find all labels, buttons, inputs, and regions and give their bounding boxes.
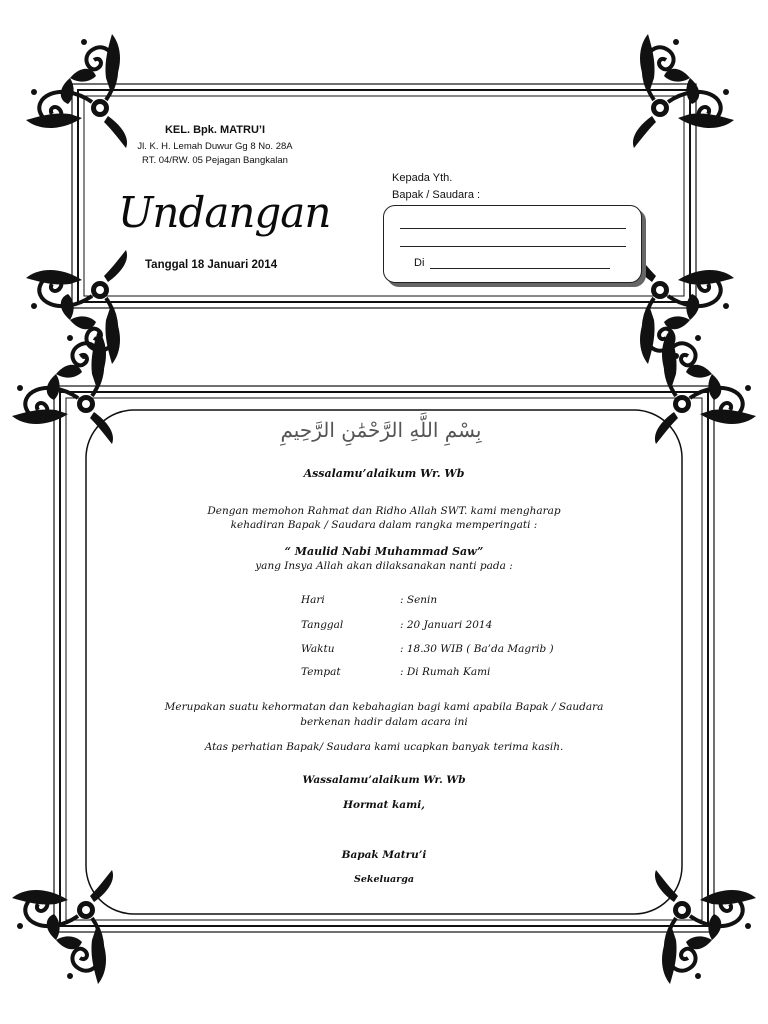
basmala-calligraphy: بِسْمِ اللَّهِ الرَّحْمَٰنِ الرَّحِيمِ	[280, 418, 482, 442]
detail-value-tanggal: : 20 Januari 2014	[400, 619, 493, 631]
address-line-1	[400, 228, 626, 229]
di-label: Di	[414, 257, 425, 269]
greeting: Assalamu’alaikum Wr. Wb	[303, 467, 465, 480]
recipient-address-box	[383, 205, 642, 283]
event-name: “ Maulid Nabi Muhammad Saw”	[284, 545, 484, 558]
closing-greeting: Wassalamu’alaikum Wr. Wb	[302, 774, 466, 786]
recipient-line2: Bapak / Saudara :	[392, 189, 481, 201]
sender-address-line2: RT. 04/RW. 05 Pejagan Bangkalan	[142, 155, 288, 166]
recipient-line1: Kepada Yth.	[392, 172, 453, 184]
body-line2: berkenan hadir dalam acara ini	[300, 716, 468, 728]
sender-name: KEL. Bpk. MATRU’I	[164, 124, 265, 136]
respect-line: Hormat kami,	[343, 799, 425, 811]
address-line-2	[400, 246, 626, 247]
detail-value-waktu: : 18.30 WIB ( Ba’da Magrib )	[400, 643, 554, 655]
detail-value-hari: : Senin	[400, 594, 438, 606]
body-line1: Merupakan suatu kehormatan dan kebahagian bagi kami apabila Bapak / Saudara	[164, 701, 604, 713]
intro-line1: Dengan memohon Rahmat dan Ridho Allah SWT. kami mengharap	[207, 505, 561, 517]
invitation-date: Tanggal 18 Januari 2014	[145, 259, 278, 271]
detail-label-waktu: Waktu	[301, 643, 335, 655]
address-line-di	[430, 268, 610, 269]
thanks-line: Atas perhatian Bapak/ Saudara kami ucapkan banyak terima kasih.	[204, 741, 564, 753]
detail-label-tanggal: Tanggal	[301, 619, 344, 631]
detail-label-tempat: Tempat	[301, 666, 341, 678]
event-note: yang Insya Allah akan dilaksanakan nanti pada :	[255, 560, 513, 572]
detail-value-tempat: : Di Rumah Kami	[400, 666, 491, 678]
detail-label-hari: Hari	[301, 594, 325, 606]
invitation-title: Undangan	[118, 188, 331, 237]
family-line: Sekeluarga	[353, 874, 414, 885]
sender-address-line1: Jl. K. H. Lemah Duwur Gg 8 No. 28A	[137, 141, 293, 152]
signatory: Bapak Matru’i	[341, 849, 427, 861]
intro-line2: kehadiran Bapak / Saudara dalam rangka memperingati :	[230, 519, 538, 531]
